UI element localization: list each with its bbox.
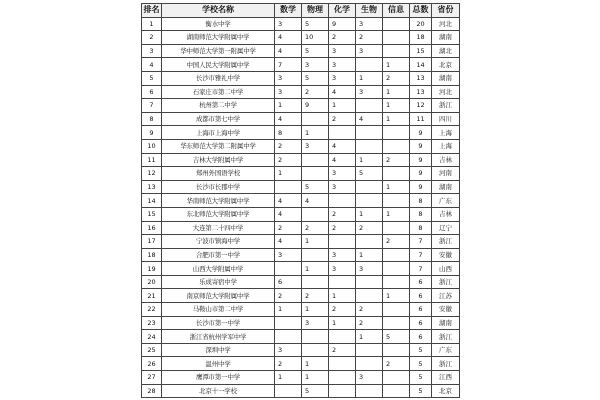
province-cell: 河南 xyxy=(432,167,460,181)
rank-cell: 28 xyxy=(142,384,162,398)
chemistry-cell: 3 xyxy=(329,44,356,58)
province-cell: 湖北 xyxy=(432,44,460,58)
physics-cell: 4 xyxy=(302,194,329,208)
rank-cell: 14 xyxy=(142,194,162,208)
province-cell: 山西 xyxy=(432,262,460,276)
physics-cell: 1 xyxy=(302,126,329,140)
table-row xyxy=(142,194,460,208)
physics-cell: 3 xyxy=(302,58,329,72)
math-cell: 2 xyxy=(275,221,302,235)
chemistry-cell: 2 xyxy=(329,207,356,221)
physics-cell: 5 xyxy=(302,384,329,398)
total-cell: 8 xyxy=(410,194,432,208)
total-cell: 9 xyxy=(410,180,432,194)
informatics-cell xyxy=(383,194,410,208)
rank-cell: 26 xyxy=(142,357,162,371)
physics-cell xyxy=(302,330,329,344)
province-cell: 浙江 xyxy=(432,235,460,249)
chemistry-cell xyxy=(329,330,356,344)
total-cell: 7 xyxy=(410,235,432,249)
math-cell: 1 xyxy=(275,303,302,317)
school-name-cell: 合肥市第一中学 xyxy=(162,248,275,262)
total-cell: 14 xyxy=(410,58,432,72)
province-cell: 北京 xyxy=(432,58,460,72)
biology-cell xyxy=(356,357,383,371)
chemistry-cell: 2 xyxy=(329,112,356,126)
physics-cell: 1 xyxy=(302,371,329,385)
biology-cell: 2 xyxy=(356,221,383,235)
informatics-cell xyxy=(383,303,410,317)
total-cell: 7 xyxy=(410,248,432,262)
biology-cell xyxy=(356,384,383,398)
total-cell: 13 xyxy=(410,71,432,85)
rank-cell: 13 xyxy=(142,180,162,194)
informatics-cell: 1 xyxy=(383,289,410,303)
school-name-cell: 温州中学 xyxy=(162,357,275,371)
math-cell: 1 xyxy=(275,371,302,385)
chemistry-cell: 9 xyxy=(329,17,356,31)
header-province: 省份 xyxy=(432,4,460,18)
biology-cell: 1 xyxy=(356,71,383,85)
rank-cell: 20 xyxy=(142,275,162,289)
chemistry-cell: 3 xyxy=(329,180,356,194)
physics-cell xyxy=(302,207,329,221)
informatics-cell: 1 xyxy=(383,85,410,99)
school-name-cell: 成都市第七中学 xyxy=(162,112,275,126)
total-cell: 6 xyxy=(410,289,432,303)
province-cell: 河北 xyxy=(432,17,460,31)
biology-cell: 3 xyxy=(356,371,383,385)
chemistry-cell xyxy=(329,275,356,289)
biology-cell xyxy=(356,99,383,113)
rank-cell: 11 xyxy=(142,153,162,167)
chemistry-cell xyxy=(329,194,356,208)
physics-cell: 1 xyxy=(302,235,329,249)
table-row xyxy=(142,112,460,126)
table-row xyxy=(142,275,460,289)
school-name-cell: 山西大学附属中学 xyxy=(162,262,275,276)
school-name-cell: 乐成寄宿中学 xyxy=(162,275,275,289)
province-cell: 湖南 xyxy=(432,180,460,194)
total-cell: 5 xyxy=(410,371,432,385)
biology-cell: 1 xyxy=(356,248,383,262)
biology-cell: 1 xyxy=(356,330,383,344)
province-cell: 湖南 xyxy=(432,31,460,45)
informatics-cell xyxy=(383,17,410,31)
math-cell xyxy=(275,384,302,398)
province-cell: 安徽 xyxy=(432,248,460,262)
rank-cell: 27 xyxy=(142,371,162,385)
biology-cell: 2 xyxy=(356,316,383,330)
total-cell: 5 xyxy=(410,384,432,398)
math-cell: 4 xyxy=(275,235,302,249)
province-cell: 广东 xyxy=(432,194,460,208)
province-cell: 吉林 xyxy=(432,207,460,221)
rank-cell: 12 xyxy=(142,167,162,181)
chemistry-cell: 4 xyxy=(329,85,356,99)
table-row xyxy=(142,330,460,344)
math-cell: 2 xyxy=(275,289,302,303)
rank-cell: 5 xyxy=(142,71,162,85)
physics-cell: 1 xyxy=(302,357,329,371)
math-cell xyxy=(275,180,302,194)
school-name-cell: 南京师范大学附属中学 xyxy=(162,289,275,303)
physics-cell: 2 xyxy=(302,85,329,99)
total-cell: 18 xyxy=(410,31,432,45)
table-row xyxy=(142,17,460,31)
rank-cell: 3 xyxy=(142,44,162,58)
math-cell: 4 xyxy=(275,31,302,45)
informatics-cell: 5 xyxy=(383,330,410,344)
school-name-cell: 北京十一学校 xyxy=(162,384,275,398)
rank-cell: 21 xyxy=(142,289,162,303)
header-chemistry: 化学 xyxy=(329,4,356,18)
informatics-cell: 2 xyxy=(383,357,410,371)
informatics-cell: 1 xyxy=(383,99,410,113)
table-row xyxy=(142,180,460,194)
chemistry-cell xyxy=(329,235,356,249)
math-cell: 2 xyxy=(275,153,302,167)
total-cell: 13 xyxy=(410,85,432,99)
table-row xyxy=(142,343,460,357)
rank-cell: 2 xyxy=(142,31,162,45)
biology-cell xyxy=(356,58,383,72)
informatics-cell xyxy=(383,275,410,289)
total-cell: 8 xyxy=(410,221,432,235)
table-row xyxy=(142,31,460,45)
informatics-cell xyxy=(383,343,410,357)
informatics-cell xyxy=(383,139,410,153)
school-name-cell: 华东师范大学第二附属中学 xyxy=(162,139,275,153)
rank-cell: 18 xyxy=(142,248,162,262)
rank-cell: 7 xyxy=(142,99,162,113)
school-name-cell: 郑州外国语学校 xyxy=(162,167,275,181)
chemistry-cell xyxy=(329,384,356,398)
rank-cell: 8 xyxy=(142,112,162,126)
province-cell: 浙江 xyxy=(432,357,460,371)
math-cell: 6 xyxy=(275,275,302,289)
biology-cell: 3 xyxy=(356,85,383,99)
school-name-cell: 长沙市长郡中学 xyxy=(162,180,275,194)
school-name-cell: 华中师范大学第一附属中学 xyxy=(162,44,275,58)
table-row xyxy=(142,289,460,303)
table-row xyxy=(142,153,460,167)
chemistry-cell: 2 xyxy=(329,31,356,45)
school-name-cell: 东北师范大学附属中学 xyxy=(162,207,275,221)
informatics-cell: 1 xyxy=(383,58,410,72)
table-row xyxy=(142,371,460,385)
math-cell: 1 xyxy=(275,99,302,113)
informatics-cell xyxy=(383,44,410,58)
province-cell: 湖南 xyxy=(432,316,460,330)
math-cell: 4 xyxy=(275,207,302,221)
header-biology: 生物 xyxy=(356,4,383,18)
math-cell xyxy=(275,262,302,276)
province-cell: 四川 xyxy=(432,112,460,126)
biology-cell: 3 xyxy=(356,17,383,31)
physics-cell xyxy=(302,248,329,262)
math-cell: 7 xyxy=(275,58,302,72)
chemistry-cell: 2 xyxy=(329,343,356,357)
table-row xyxy=(142,44,460,58)
table-row xyxy=(142,221,460,235)
rank-cell: 15 xyxy=(142,207,162,221)
header-physics: 物理 xyxy=(302,4,329,18)
chemistry-cell xyxy=(329,371,356,385)
informatics-cell: 2 xyxy=(383,235,410,249)
total-cell: 6 xyxy=(410,316,432,330)
province-cell: 上海 xyxy=(432,126,460,140)
physics-cell: 5 xyxy=(302,44,329,58)
header-row xyxy=(142,4,460,18)
informatics-cell: 1 xyxy=(383,207,410,221)
province-cell: 湖南 xyxy=(432,71,460,85)
math-cell: 1 xyxy=(275,167,302,181)
school-name-cell: 中国人民大学附属中学 xyxy=(162,58,275,72)
province-cell: 上海 xyxy=(432,139,460,153)
rank-cell: 22 xyxy=(142,303,162,317)
rank-cell: 24 xyxy=(142,330,162,344)
total-cell: 7 xyxy=(410,262,432,276)
total-cell: 8 xyxy=(410,207,432,221)
school-name-cell: 鹰潭市第一中学 xyxy=(162,371,275,385)
province-cell: 浙江 xyxy=(432,275,460,289)
table-row xyxy=(142,71,460,85)
informatics-cell xyxy=(383,221,410,235)
physics-cell xyxy=(302,167,329,181)
math-cell: 3 xyxy=(275,343,302,357)
school-name-cell: 华南师范大学附属中学 xyxy=(162,194,275,208)
school-name-cell: 长沙市雅礼中学 xyxy=(162,71,275,85)
physics-cell: 3 xyxy=(302,139,329,153)
table-row xyxy=(142,126,460,140)
chemistry-cell: 3 xyxy=(329,262,356,276)
informatics-cell: 1 xyxy=(383,180,410,194)
ranking-sheet xyxy=(141,3,459,398)
chemistry-cell: 2 xyxy=(329,221,356,235)
rank-cell: 17 xyxy=(142,235,162,249)
biology-cell: 2 xyxy=(356,31,383,45)
chemistry-cell: 3 xyxy=(329,248,356,262)
chemistry-cell: 3 xyxy=(329,71,356,85)
school-name-cell: 石家庄市第二中学 xyxy=(162,85,275,99)
rank-cell: 1 xyxy=(142,17,162,31)
table-row xyxy=(142,316,460,330)
informatics-cell xyxy=(383,371,410,385)
physics-cell: 3 xyxy=(302,316,329,330)
total-cell: 6 xyxy=(410,330,432,344)
physics-cell xyxy=(302,112,329,126)
math-cell xyxy=(275,330,302,344)
province-cell: 北京 xyxy=(432,384,460,398)
physics-cell: 5 xyxy=(302,180,329,194)
total-cell: 12 xyxy=(410,99,432,113)
informatics-cell: 1 xyxy=(383,112,410,126)
total-cell: 5 xyxy=(410,343,432,357)
table-body xyxy=(142,17,460,398)
math-cell: 4 xyxy=(275,112,302,126)
math-cell: 3 xyxy=(275,17,302,31)
biology-cell xyxy=(356,289,383,303)
math-cell: 8 xyxy=(275,126,302,140)
table-row xyxy=(142,207,460,221)
physics-cell: 2 xyxy=(302,221,329,235)
physics-cell: 9 xyxy=(302,99,329,113)
school-name-cell: 衡水中学 xyxy=(162,17,275,31)
physics-cell: 1 xyxy=(302,262,329,276)
table-row xyxy=(142,85,460,99)
table-row xyxy=(142,303,460,317)
chemistry-cell: 2 xyxy=(329,303,356,317)
math-cell: 3 xyxy=(275,248,302,262)
informatics-cell xyxy=(383,167,410,181)
math-cell: 3 xyxy=(275,71,302,85)
biology-cell xyxy=(356,180,383,194)
chemistry-cell: 1 xyxy=(329,316,356,330)
province-cell: 广东 xyxy=(432,343,460,357)
school-name-cell: 上海市上海中学 xyxy=(162,126,275,140)
math-cell: 4 xyxy=(275,194,302,208)
informatics-cell xyxy=(383,126,410,140)
school-name-cell: 浙江省杭州学军中学 xyxy=(162,330,275,344)
informatics-cell xyxy=(383,384,410,398)
province-cell: 江苏 xyxy=(432,289,460,303)
total-cell: 9 xyxy=(410,153,432,167)
rank-cell: 19 xyxy=(142,262,162,276)
physics-cell xyxy=(302,343,329,357)
total-cell: 6 xyxy=(410,303,432,317)
physics-cell: 5 xyxy=(302,71,329,85)
school-name-cell: 宁波市镇海中学 xyxy=(162,235,275,249)
biology-cell xyxy=(356,194,383,208)
biology-cell: 1 xyxy=(356,153,383,167)
biology-cell: 3 xyxy=(356,262,383,276)
biology-cell xyxy=(356,275,383,289)
chemistry-cell: 4 xyxy=(329,153,356,167)
biology-cell: 3 xyxy=(356,44,383,58)
physics-cell: 1 xyxy=(302,303,329,317)
biology-cell xyxy=(356,139,383,153)
province-cell: 江西 xyxy=(432,371,460,385)
table-row xyxy=(142,235,460,249)
rank-cell: 6 xyxy=(142,85,162,99)
table-row xyxy=(142,357,460,371)
physics-cell: 10 xyxy=(302,31,329,45)
school-ranking-table xyxy=(141,3,460,398)
informatics-cell xyxy=(383,31,410,45)
table-row xyxy=(142,58,460,72)
school-name-cell: 深圳中学 xyxy=(162,343,275,357)
table-row xyxy=(142,167,460,181)
chemistry-cell xyxy=(329,126,356,140)
physics-cell xyxy=(302,275,329,289)
province-cell: 辽宁 xyxy=(432,221,460,235)
total-cell: 9 xyxy=(410,139,432,153)
total-cell: 11 xyxy=(410,112,432,126)
biology-cell xyxy=(356,235,383,249)
math-cell: 3 xyxy=(275,85,302,99)
table-row xyxy=(142,262,460,276)
total-cell: 20 xyxy=(410,17,432,31)
informatics-cell: 2 xyxy=(383,71,410,85)
chemistry-cell: 1 xyxy=(329,99,356,113)
chemistry-cell: 3 xyxy=(329,167,356,181)
math-cell: 2 xyxy=(275,357,302,371)
biology-cell: 1 xyxy=(356,207,383,221)
informatics-cell xyxy=(383,248,410,262)
table-row xyxy=(142,139,460,153)
total-cell: 15 xyxy=(410,44,432,58)
school-name-cell: 吉林大学附属中学 xyxy=(162,153,275,167)
province-cell: 浙江 xyxy=(432,330,460,344)
school-name-cell: 长沙市第一中学 xyxy=(162,316,275,330)
header-informatics: 信息 xyxy=(383,4,410,18)
rank-cell: 23 xyxy=(142,316,162,330)
math-cell: 4 xyxy=(275,44,302,58)
chemistry-cell xyxy=(329,357,356,371)
chemistry-cell: 4 xyxy=(329,139,356,153)
province-cell: 吉林 xyxy=(432,153,460,167)
school-name-cell: 湖南师范大学附属中学 xyxy=(162,31,275,45)
physics-cell xyxy=(302,153,329,167)
header-rank: 排名 xyxy=(142,4,162,18)
school-name-cell: 马鞍山市第二中学 xyxy=(162,303,275,317)
total-cell: 9 xyxy=(410,167,432,181)
table-row xyxy=(142,248,460,262)
biology-cell xyxy=(356,343,383,357)
province-cell: 安徽 xyxy=(432,303,460,317)
chemistry-cell: 3 xyxy=(329,58,356,72)
math-cell xyxy=(275,316,302,330)
rank-cell: 10 xyxy=(142,139,162,153)
table-row xyxy=(142,99,460,113)
biology-cell: 2 xyxy=(356,303,383,317)
total-cell: 6 xyxy=(410,275,432,289)
rank-cell: 4 xyxy=(142,58,162,72)
physics-cell: 2 xyxy=(302,289,329,303)
physics-cell: 5 xyxy=(302,17,329,31)
informatics-cell: 2 xyxy=(383,153,410,167)
total-cell: 5 xyxy=(410,357,432,371)
province-cell: 浙江 xyxy=(432,99,460,113)
chemistry-cell: 1 xyxy=(329,289,356,303)
school-name-cell: 大连第二十四中学 xyxy=(162,221,275,235)
total-cell: 9 xyxy=(410,126,432,140)
header-math: 数学 xyxy=(275,4,302,18)
biology-cell: 4 xyxy=(356,112,383,126)
biology-cell: 5 xyxy=(356,167,383,181)
informatics-cell xyxy=(383,262,410,276)
rank-cell: 16 xyxy=(142,221,162,235)
school-name-cell: 杭州第二中学 xyxy=(162,99,275,113)
biology-cell xyxy=(356,126,383,140)
province-cell: 河北 xyxy=(432,85,460,99)
rank-cell: 25 xyxy=(142,343,162,357)
header-total: 总数 xyxy=(410,4,432,18)
rank-cell: 9 xyxy=(142,126,162,140)
header-school-name: 学校名称 xyxy=(162,4,275,18)
table-row xyxy=(142,384,460,398)
math-cell: 2 xyxy=(275,139,302,153)
informatics-cell xyxy=(383,316,410,330)
